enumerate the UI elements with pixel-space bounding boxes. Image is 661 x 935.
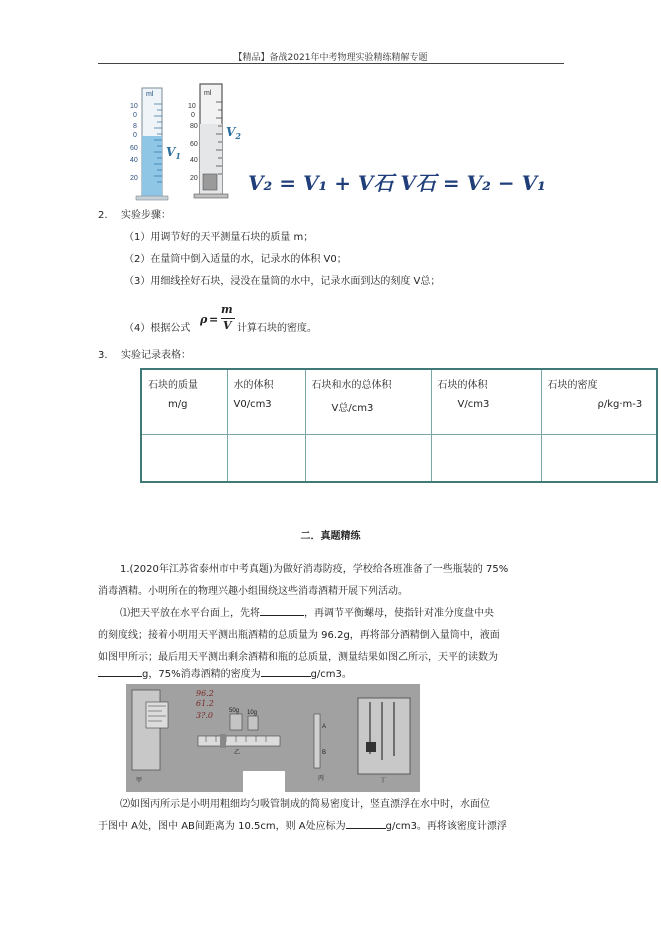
header-unit: V总/cm3 [331,403,374,414]
table-cell [227,435,305,483]
header-title: 水的体积 [233,380,274,391]
step-4-prefix: （4）根据公式 [124,323,191,334]
q1-line-3a: ⑴把天平放在水平台面上，先将 [120,608,260,619]
handwritten-note: 96.2 [196,689,214,698]
equals-sign: = [209,313,219,326]
handwritten-note: 3?.0 [196,711,214,720]
cyl2-unit: ml [204,90,212,97]
photo-mask [243,771,285,792]
q1-line-6a: g，75%消毒酒精的密度为 [142,669,261,680]
q1-line-3 [120,605,494,623]
cyl1-tick-label: 40 [130,157,138,164]
volume-formula: V₂ = V₁ + V石 V石 = V₂ − V₁ [248,171,546,195]
cylinder-2 [188,84,241,198]
cyl2-tick-label: 60 [190,141,198,148]
q1-line-5: 如图甲所示；最后用天平测出剩余酒精和瓶的总质量，测量结果如图乙所示，天平的读数为 [98,652,498,663]
cyl1-tick-label: 8 [133,123,137,130]
header-title: 石块的质量 [148,380,198,391]
cyl1-tick-label: 60 [130,145,138,152]
q1-line-1: 1.(2020年江苏省泰州市中考真题)为做好消毒防疫，学校给各班准备了一些瓶装的 75% [120,564,509,575]
rho-symbol: ρ [200,313,208,326]
step-3: （3）用细线拴好石块，浸没在量筒的水中，记录水面到达的刻度 V总； [124,276,441,287]
q1-line-8 [98,818,507,836]
header-cell [227,369,305,435]
step-2: （2）在量筒中倒入适量的水，记录水的体积 V0； [124,254,347,265]
figure-label-bing: 丙 [318,775,325,782]
cylinder-1 [130,88,181,200]
fraction-denominator: V [223,319,232,332]
cyl2-tick-label: 0 [191,112,195,119]
table-heading: 实验记录表格： [121,350,191,361]
cylinder-figure [130,84,546,204]
q1-line-2: 消毒酒精。小明所在的物理兴趣小组围绕这些消毒酒精开展下列活动。 [98,586,408,597]
table-cell [305,435,431,483]
cyl1-label: V [166,145,176,159]
q1-line-7: ⑵如图丙所示是小明用粗细均匀吸管制成的简易密度计，竖直漂浮在水中时，水面位 [120,799,490,810]
q1-line-3b: ，再调节平衡螺母，使指针对准分度盘中央 [304,608,494,619]
table-cell [431,435,541,483]
cyl2-tick-label: 10 [188,103,196,110]
header-rule [98,63,564,64]
table-header-row [141,369,657,435]
header-cell [141,369,227,435]
header-cell [305,369,431,435]
section-title: 二．真题精练 [300,531,361,542]
header-unit: m/g [168,399,188,410]
svg-text:V1 [166,145,181,161]
cyl1-label-sub: 1 [175,151,181,161]
q1-line-6 [98,666,352,684]
q1-line-4: 的刻度线；接着小明用天平测出瓶酒精的总质量为 96.2g，再将部分酒精倒入量筒中，液面 [98,630,500,641]
header-title: 石块的密度 [547,380,598,391]
header-title: 石块的体积 [437,380,488,391]
answer-blank[interactable] [260,605,304,616]
handwritten-note: 61.2 [196,699,214,708]
cyl2-tick-label: 20 [190,175,198,182]
header-cell [541,369,657,435]
cyl2-tick-label: 80 [190,123,198,130]
step-4-suffix: 计算石块的密度。 [237,323,317,334]
table-heading-num: 3. [98,350,108,361]
header-unit: V/cm3 [457,399,490,410]
svg-text:V2 [226,125,241,141]
cyl2-label: V [226,125,236,139]
fraction-numerator: m [221,303,233,316]
q1-line-8b: g/cm3。再将该密度计漂浮 [385,821,507,832]
header-unit: ρ/kg·m-3 [597,399,643,410]
density-formula [200,303,240,333]
table-cell [141,435,227,483]
figure-label-ding: 丁 [380,777,387,784]
steps-heading-num: 2. [98,210,108,221]
table-row [141,435,657,483]
answer-blank[interactable] [261,666,311,677]
cyl2-label-sub: 2 [235,131,241,141]
page-header: 【精品】备战2021年中考物理实验精练精解专题 [233,53,428,63]
answer-blank[interactable] [346,818,386,829]
q1-line-6b: g/cm3。 [310,669,352,680]
steps-heading: 实验步骤： [121,210,171,221]
table-cell [541,435,657,483]
record-table [140,368,658,483]
header-title: 石块和水的总体积 [311,380,392,391]
cyl2-tick-label: 40 [190,157,198,164]
cyl1-tick-label: 10 [130,103,138,110]
weight-10g-label: 10g [247,710,258,716]
point-b-label: B [322,750,327,756]
header-unit: V0/cm3 [233,399,272,410]
cyl1-unit: ml [146,91,154,98]
point-a-label: A [322,724,327,730]
figure-label-jia: 甲 [136,777,143,784]
weight-50g-label: 50g [229,708,240,714]
q1-line-8a: 于图中 A处，图中 AB间距离为 10.5cm，则 A处应标为 [98,821,346,832]
step-1: （1）用调节好的天平测量石块的质量 m； [124,232,314,243]
header-cell [431,369,541,435]
answer-blank[interactable] [98,666,142,677]
figure-label-yi: 乙 [234,749,241,756]
cyl1-tick-label: 0 [133,132,137,139]
cyl1-tick-label: 0 [133,112,137,119]
cyl1-tick-label: 20 [130,175,138,182]
